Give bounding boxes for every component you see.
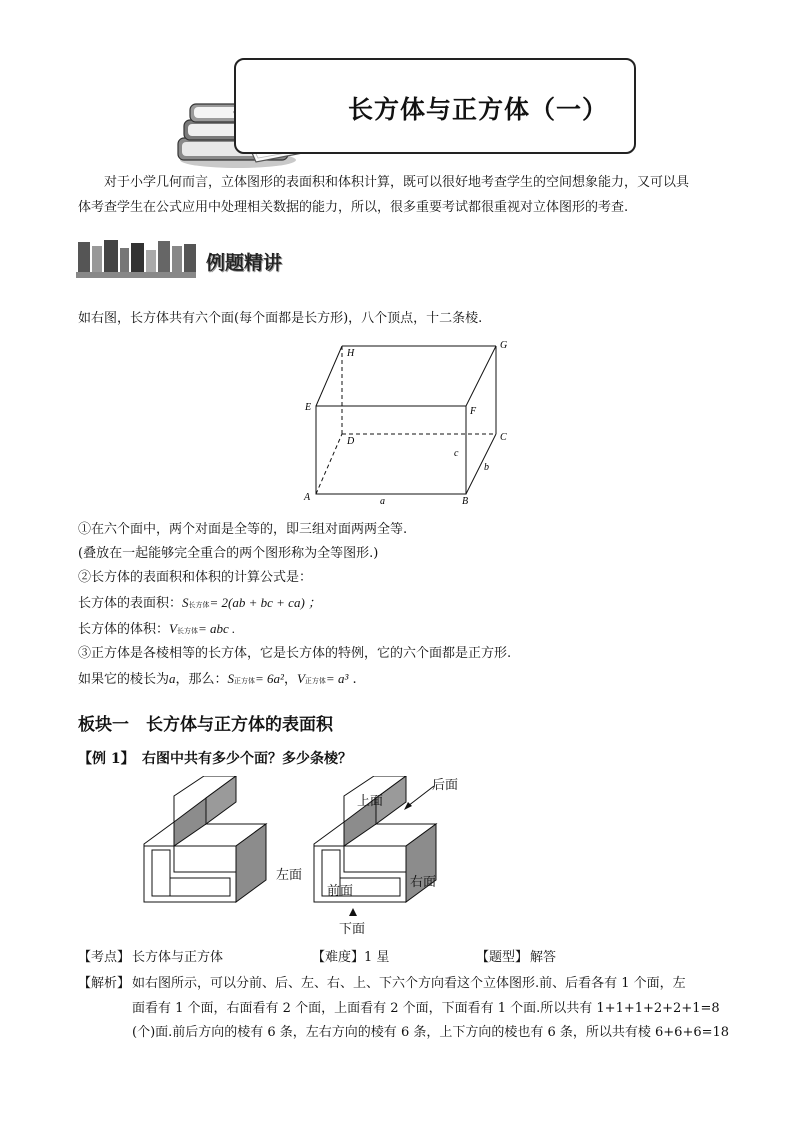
edge-label-a: a — [380, 496, 385, 507]
cuboid-diagram — [296, 336, 526, 512]
section-banner-title: 例题精讲 — [206, 252, 283, 274]
label-bottom-face: 下面 — [339, 922, 366, 937]
block-heading: 板块一 长方体与正方体的表面积 — [78, 715, 333, 735]
example-tag: 【例 1】 — [78, 751, 135, 767]
cube-volume-symbol: V — [296, 671, 305, 686]
tixing-value: 解答 — [530, 950, 557, 965]
label-back-face: 后面 — [432, 778, 459, 793]
vertex-label-f: F — [470, 406, 477, 417]
cube-surface-subscript: 正方体 — [234, 677, 256, 685]
cube-formula-line — [78, 670, 357, 690]
cube-end: . — [348, 672, 357, 687]
surface-area-subscript: 长方体 — [188, 601, 210, 609]
cube-mid: ，那么： — [175, 672, 228, 687]
volume-subscript: 长方体 — [176, 627, 198, 635]
analysis-line-1: 如右图所示，可以分前、后、左、右、上、下六个方向看这个立体图形.前、后看各有 1 个面，左 — [132, 976, 686, 991]
label-left-face: 左面 — [276, 868, 303, 883]
vertex-label-h: H — [347, 348, 355, 359]
label-right-face: 右面 — [410, 875, 437, 890]
label-front-face: 前面 — [327, 884, 354, 899]
cuboid-intro: 如右图，长方体共有六个面(每个面都是长方形)，八个顶点，十二条棱. — [78, 311, 483, 326]
vertex-label-b: B — [462, 496, 469, 507]
tixing-tag: 【题型】 — [476, 950, 529, 965]
analysis-line-2: 面看有 1 个面，右面看有 2 个面，上面看有 2 个面，下面看有 1 个面.所以共有 1+1+1+2+2+1=8 — [132, 1001, 720, 1016]
cube-surface-symbol: S — [227, 671, 235, 686]
nandu-value: 1 星 — [364, 950, 390, 965]
vertex-label-g: G — [500, 340, 508, 351]
label-top-face: 上面 — [357, 794, 384, 809]
cube-surface-formula: = 6a² — [255, 671, 284, 686]
volume-formula: = abc . — [197, 621, 236, 636]
cube-volume-formula: = a³ — [325, 671, 349, 686]
vertex-label-a: A — [304, 492, 311, 503]
cube-separator: ， — [283, 672, 297, 687]
volume-symbol: V — [169, 621, 177, 636]
surface-area-label: 长方体的表面积： — [78, 596, 183, 611]
cube-volume-subscript: 正方体 — [304, 677, 326, 685]
page-title: 长方体与正方体（一） — [348, 95, 609, 124]
vertex-label-e: E — [305, 402, 312, 413]
vertex-label-d: D — [347, 436, 355, 447]
section-banner-graphic — [76, 238, 200, 280]
analysis-line-3: (个)面.前后方向的棱有 6 条，左右方向的棱有 6 条，上下方向的棱也有 6 条，所以共有棱 6+6+6=18 — [132, 1025, 730, 1040]
nandu-tag: 【难度】 — [312, 950, 365, 965]
edge-label-b: b — [484, 462, 489, 473]
volume-label: 长方体的体积： — [78, 622, 170, 637]
cube-prefix: 如果它的棱长为 — [78, 672, 170, 687]
edge-label-c: c — [454, 448, 459, 459]
surface-area-symbol: S — [182, 595, 189, 610]
surface-area-formula: = 2(ab + bc + ca) ； — [209, 595, 322, 610]
fact-1-note: (叠放在一起能够完全重合的两个图形称为全等图形.) — [78, 546, 379, 561]
intro-line-1: 对于小学几何而言，立体图形的表面积和体积计算，既可以很好地考查学生的空间想象能力，又可以具 — [104, 175, 690, 190]
vertex-label-c: C — [500, 432, 507, 443]
stair-figure-left — [140, 776, 276, 912]
example-question: 右图中共有多少个面？多少条棱？ — [142, 751, 352, 767]
surface-area-line — [78, 594, 321, 614]
volume-line — [78, 620, 235, 640]
fact-1: ①在六个面中，两个对面是全等的，即三组对面两两全等. — [78, 522, 408, 537]
cube-edge-symbol: a — [169, 671, 176, 686]
kaodian-tag: 【考点】 — [78, 950, 131, 965]
intro-line-2: 体考查学生在公式应用中处理相关数据的能力，所以，很多重要考试都很重视对立体图形的考查. — [78, 200, 629, 215]
fact-3: ③正方体是各棱相等的长方体，它是长方体的特例，它的六个面都是正方形. — [78, 646, 512, 661]
analysis-tag: 【解析】 — [78, 976, 131, 991]
kaodian-value: 长方体与正方体 — [132, 950, 224, 965]
fact-2: ②长方体的表面积和体积的计算公式是： — [78, 570, 313, 585]
